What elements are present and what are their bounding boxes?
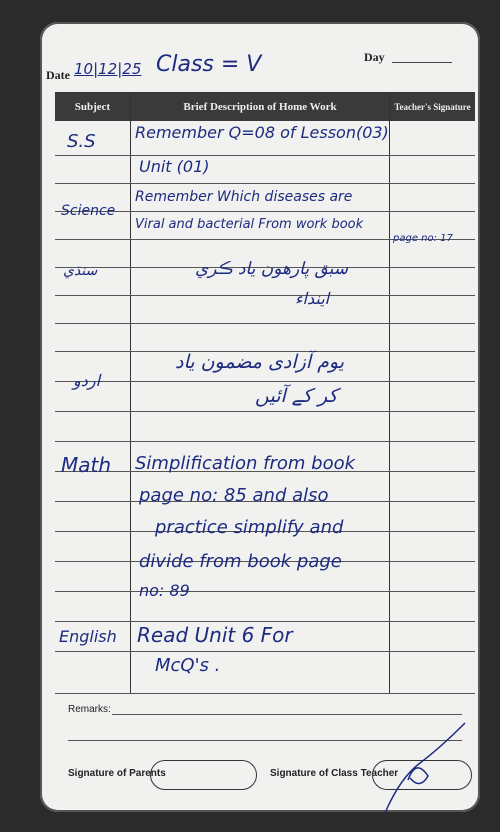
hw-line: McQ's . [155, 655, 221, 676]
row-line [55, 621, 475, 622]
remarks-label: Remarks: [68, 704, 111, 715]
day-label: Day [364, 50, 385, 64]
description-header: Brief Description of Home Work [131, 93, 389, 121]
hw-line: کر کے آئیں [255, 385, 338, 407]
hw-line: no: 89 [139, 581, 190, 600]
hw-line: اينداء [295, 289, 330, 308]
hw-line: page no: 85 and also [139, 485, 329, 506]
teacher-signature-header: Teacher's Signature [390, 93, 475, 121]
hw-line: Simplification from book [135, 453, 356, 474]
class-value: Class = V [156, 52, 262, 77]
hw-line: practice simplify and [155, 517, 344, 538]
parents-signature-box [150, 760, 257, 790]
row-line [55, 211, 475, 212]
hw-line: Remember Which diseases are [135, 189, 353, 205]
subject-english: English [59, 627, 117, 646]
row-line [55, 295, 475, 296]
date-label: Date [46, 68, 70, 82]
hw-line: page no: 17 [393, 233, 453, 244]
remarks-line [112, 714, 462, 715]
row-line [55, 441, 475, 442]
row-line [55, 651, 475, 652]
row-line [55, 693, 475, 694]
homework-table [55, 92, 475, 693]
hw-line: یوم آزادی مضمون یاد [175, 351, 344, 373]
row-line [55, 155, 475, 156]
date-value: 10|12|25 [74, 60, 142, 78]
row-line [55, 183, 475, 184]
hw-line: سبق پارهون ياد ڪري [195, 259, 349, 279]
subject-header: Subject [55, 93, 130, 121]
hw-line: Viral and bacterial From work book [135, 217, 364, 232]
diary-header [46, 50, 466, 90]
row-line [55, 323, 475, 324]
hw-line: Remember Q=08 of Lesson(03) [135, 123, 389, 142]
parents-signature-label: Signature of Parents [68, 768, 166, 779]
subject-science: Science [61, 203, 116, 219]
subject-ss: S.S [67, 131, 96, 152]
teacher-signature-scribble [380, 718, 470, 818]
hw-line: Read Unit 6 For [137, 623, 293, 647]
subject-urdu: اردو [73, 371, 101, 390]
hw-line: Unit (01) [139, 157, 210, 176]
subject-sindhi: سنڌي [63, 263, 98, 279]
row-line [55, 381, 475, 382]
hw-line: divide from book page [139, 551, 342, 572]
row-line [55, 411, 475, 412]
day-line [392, 62, 452, 63]
row-line [55, 591, 475, 592]
subject-math: Math [61, 453, 112, 477]
teacher-signature-label: Signature of Class Teacher [270, 768, 399, 779]
